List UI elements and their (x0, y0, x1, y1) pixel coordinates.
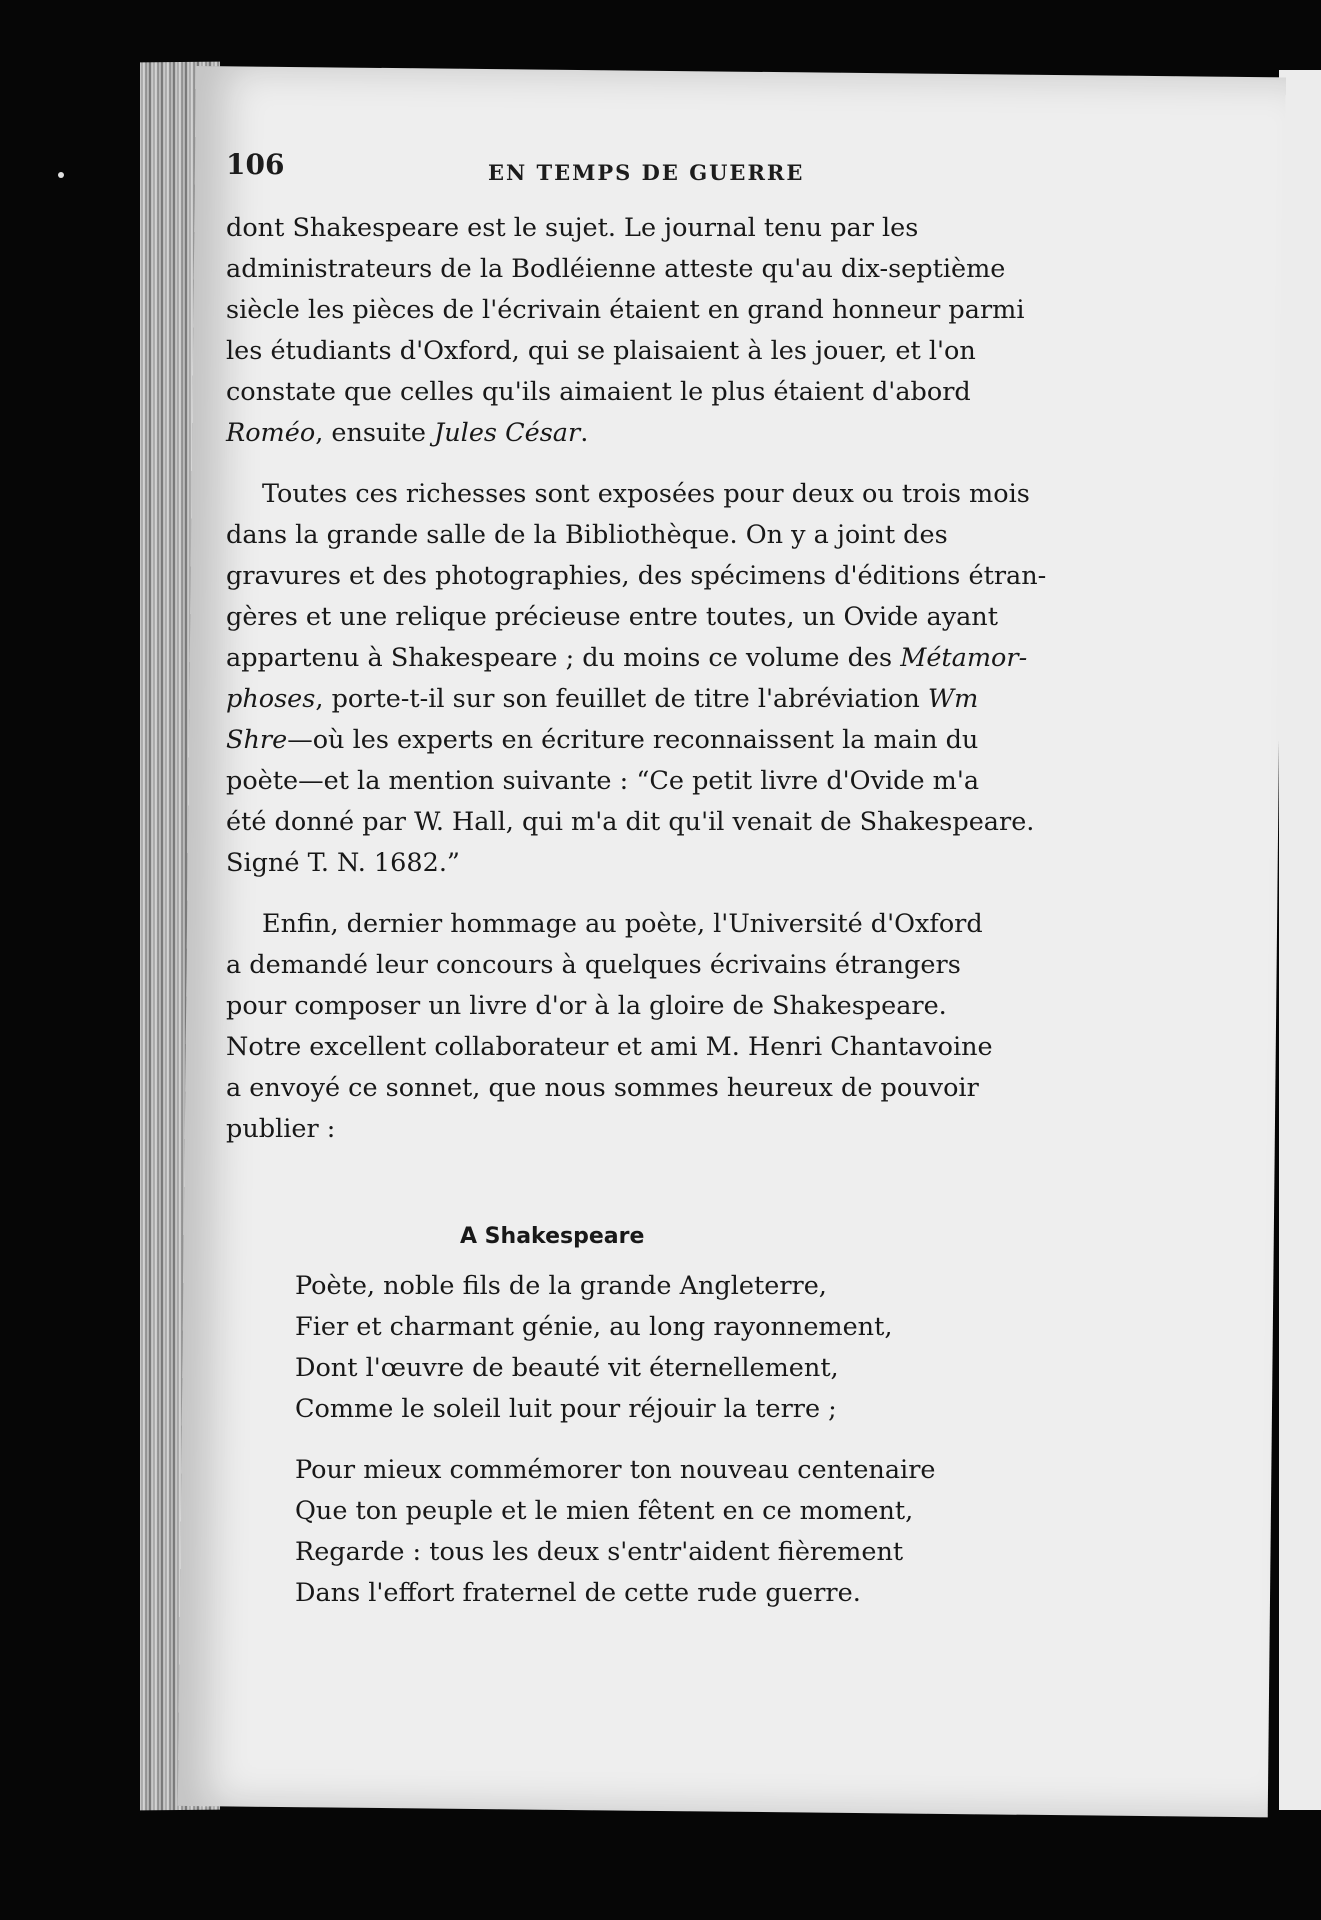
text-line: Signé T. N. 1682.” (226, 848, 460, 878)
italic-abbreviation: Shre (226, 725, 288, 755)
text-fragment: , ensuite (315, 418, 435, 448)
italic-title: Métamor- (900, 643, 1028, 673)
text-fragment: appartenu à Shakespeare ; du moins ce volume des (226, 643, 901, 673)
paragraph-2 (226, 474, 1064, 884)
text-line: dans la grande salle de la Bibliothèque. On y a joint des (226, 520, 948, 550)
text-line: les étudiants d'Oxford, qui se plaisaient à les jouer, et l'on (226, 336, 976, 366)
poem-line: Comme le soleil luit pour réjouir la terre ; (295, 1394, 837, 1424)
text-line: constate que celles qu'ils aimaient le plus étaient d'abord (226, 377, 971, 407)
text-line: gravures et des photographies, des spécimens d'éditions étran- (226, 561, 1047, 591)
italic-abbreviation: Wm (927, 684, 979, 714)
text-line (226, 638, 1064, 679)
page-header (226, 148, 816, 188)
poem-line: Que ton peuple et le mien fêtent en ce moment, (295, 1496, 914, 1526)
text-line: Enfin, dernier hommage au poète, l'Université d'Oxford (262, 909, 983, 939)
text-fragment: , porte-t-il sur son feuillet de titre l'abréviation (315, 684, 928, 714)
text-line: administrateurs de la Bodléienne atteste qu'au dix-septième (226, 254, 1006, 284)
text-fragment: . (580, 418, 589, 448)
page-number: 106 (226, 148, 285, 181)
text-line (226, 413, 1064, 454)
facing-page-edge (1279, 70, 1321, 1810)
poem-line: Poète, noble fils de la grande Angleterre, (295, 1271, 827, 1301)
text-line: a demandé leur concours à quelques écrivains étrangers (226, 950, 961, 980)
poem-line: Fier et charmant génie, au long rayonnement, (295, 1312, 893, 1342)
poem-line: Dont l'œuvre de beauté vit éternellement, (295, 1353, 839, 1383)
poem-line: Dans l'effort fraternel de cette rude guerre. (295, 1578, 861, 1608)
poem-line: Pour mieux commémorer ton nouveau centenaire (295, 1455, 936, 1485)
text-line (226, 679, 1064, 720)
text-line: Notre excellent collaborateur et ami M. Henri Chantavoine (226, 1032, 993, 1062)
text-line: gères et une relique précieuse entre toutes, un Ovide ayant (226, 602, 998, 632)
text-line: Toutes ces richesses sont exposées pour deux ou trois mois (262, 479, 1030, 509)
text-line (226, 720, 1064, 761)
text-line: dont Shakespeare est le sujet. Le journal tenu par les (226, 213, 919, 243)
text-line: publier : (226, 1114, 336, 1144)
italic-title: phoses (226, 684, 316, 714)
poem-stanza-1 (295, 1266, 995, 1430)
text-line: poète—et la mention suivante : “Ce petit livre d'Ovide m'a (226, 766, 980, 796)
text-fragment: —où les experts en écriture reconnaissent la main du (287, 725, 979, 755)
running-title: EN TEMPS DE GUERRE (488, 160, 805, 185)
page-body (226, 208, 1064, 1170)
italic-title: Roméo (226, 418, 316, 448)
paragraph-1 (226, 208, 1064, 454)
poem-stanza-2 (295, 1450, 995, 1614)
text-line: a envoyé ce sonnet, que nous sommes heureux de pouvoir (226, 1073, 979, 1103)
poem-title: A Shakespeare (460, 1224, 645, 1249)
text-line: siècle les pièces de l'écrivain étaient en grand honneur parmi (226, 295, 1025, 325)
italic-title: Jules César (434, 418, 581, 448)
poem-line: Regarde : tous les deux s'entr'aident fièrement (295, 1537, 904, 1567)
text-line: été donné par W. Hall, qui m'a dit qu'il venait de Shakespeare. (226, 807, 1035, 837)
text-line: pour composer un livre d'or à la gloire de Shakespeare. (226, 991, 947, 1021)
speck (58, 172, 64, 178)
paragraph-3 (226, 904, 1064, 1150)
